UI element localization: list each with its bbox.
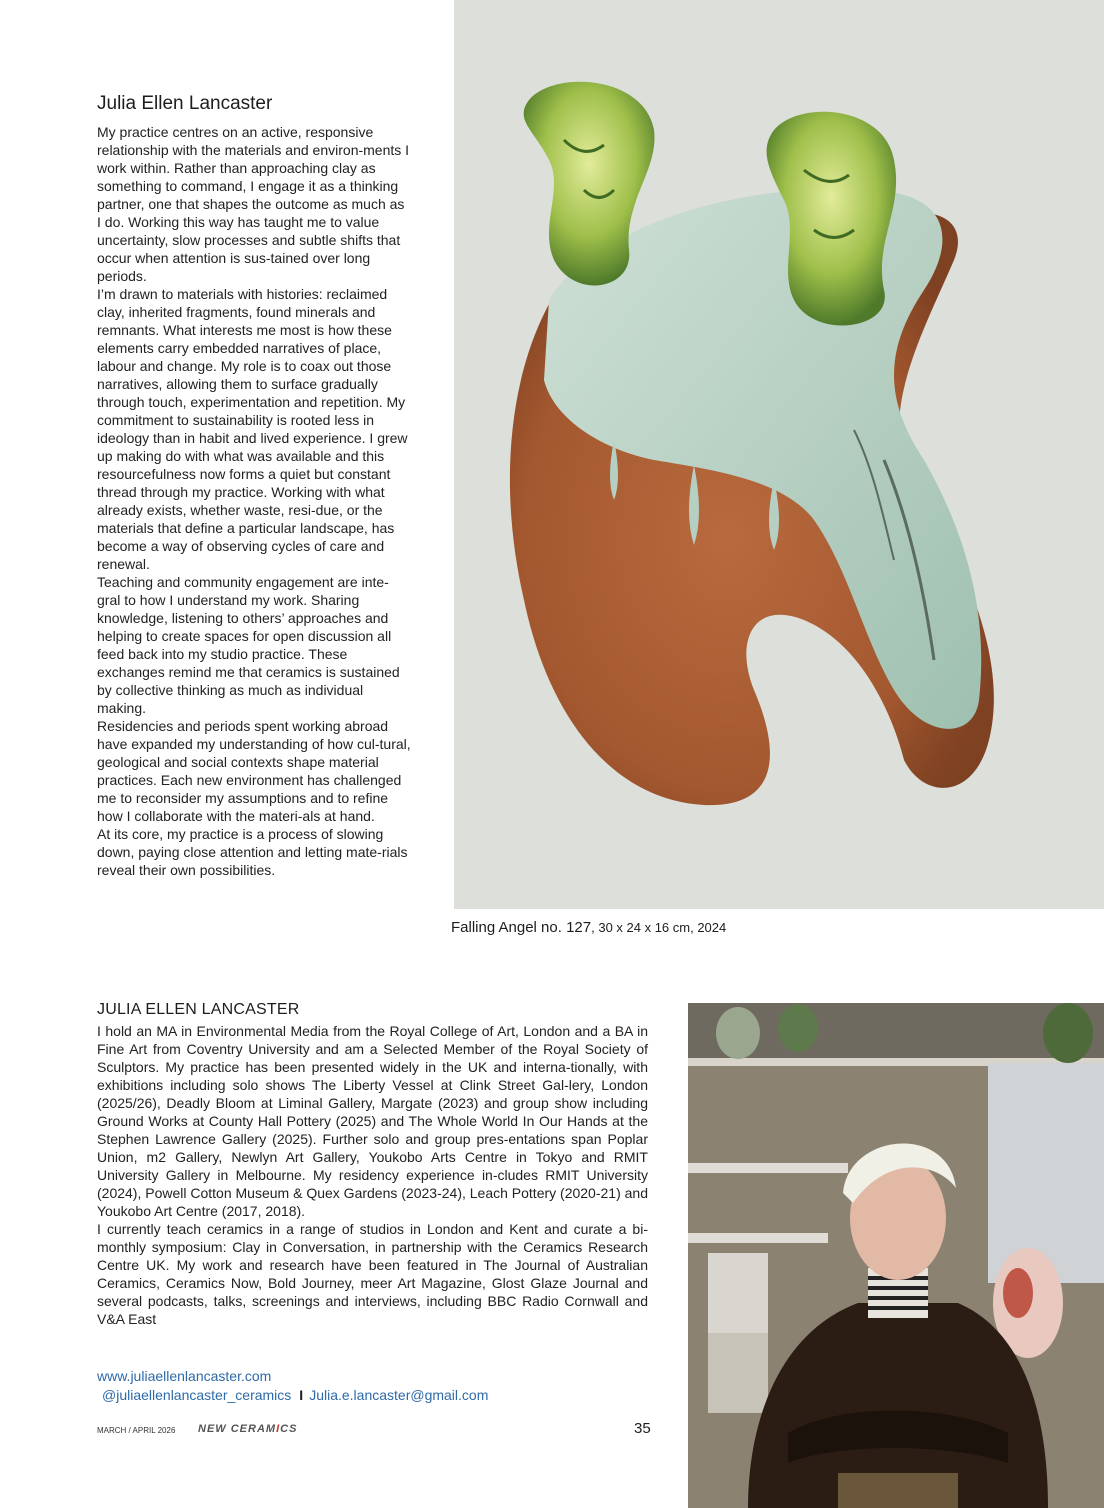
instagram-link[interactable]: @juliaellenlancaster_ceramics [102,1387,292,1403]
website-link[interactable]: www.juliaellenlancaster.com [97,1368,272,1384]
artist-statement [97,123,412,879]
artwork-photo [454,0,1104,909]
statement-paragraph: At its core, my practice is a process of slowing down, paying close attention and letting mate-rials reveal their own possibilities. [97,826,408,878]
email-link[interactable]: Julia.e.lancaster@gmail.com [309,1387,489,1403]
contact-links [102,1387,488,1403]
statement-paragraph: I’m drawn to materials with histories: reclaimed clay, inherited fragments, found minerals and remnants. What interests me most is how these elements carry embedded narratives of place, labour and change. My role is to coax out those narratives, allowing them to surface gradually through touch, experimentation and repetition. My commitment to sustainability is rooted less in ideology than in habit and lived experience. I grew up making do with what was available and this resourcefulness now forms a quiet but constant thread through my practice. Working with what already exists, whether waste, resi-due, or the materials that define a particular landscape, has become a way of observing cycles of care and renewal. [97,286,408,572]
statement-paragraph: Teaching and community engagement are inte-gral to how I understand my work. Sharing knowledge, listening to others’ approaches and helping to create spaces for open discussion all feed back into my studio practice. These exchanges remind me that ceramics is sustained by collective thinking as much as individual making. [97,574,400,716]
separator: I [299,1387,304,1403]
bio-text [97,1022,648,1328]
statement-paragraph: My practice centres on an active, responsive relationship with the materials and environ-ments I work within. Rather than approaching clay as something to command, I engage it as a thinking partner, one that shapes the outcome as much as I do. Working this way has taught me to value uncertainty, slow processes and subtle shifts that occur when attention is sus-tained over long periods. [97,124,410,284]
statement-title: Julia Ellen Lancaster [97,93,273,114]
magazine-logo: NEW CERAMICS [198,1423,298,1435]
page-number: 35 [634,1420,651,1437]
issue-date: MARCH / APRIL 2026 [97,1426,176,1435]
artist-portrait-photo [688,1003,1104,1508]
bio-heading: JULIA ELLEN LANCASTER [97,1001,300,1018]
bio-paragraph: I hold an MA in Environmental Media from the Royal College of Art, London and a BA in Fine Art from Coventry University and am a Selected Member of the Royal Society of Sculptors. My practice has been presented widely in the UK and interna-tionally, with exhibitions including solo shows The Liberty Vessel at Clink Street Gal-lery, London (2025/26), Deadly Bloom at Liminal Gallery, Margate (2023) and group show including Ground Works at County Hall Pottery (2025) and The Whole World In Our Hands at the Stephen Lawrence Gallery (2025). Further solo and group pres-entations span Poplar Union, m2 Gallery, Newlyn Art Gallery, Youkobo Arts Centre in Tokyo and RMIT University Gallery in Melbourne. My residency experience in-cludes RMIT University (2024), Powell Cotton Museum & Quex Gardens (2023-24), Leach Pottery (2020-21) and Youkobo Art Centre (2017, 2018). [97,1023,648,1219]
bio-paragraph: I currently teach ceramics in a range of studios in London and Kent and curate a bi-monthly symposium: Clay in Conversation, in partnership with the Ceramics Research Centre UK. My work and research have been featured in The Journal of Australian Ceramics, Ceramics Now, Bold Journey, meer Art Magazine, Glost Glaze Journal and several podcasts, talks, screenings and interviews, including BBC Radio Cornwall and V&A East [97,1221,648,1327]
artwork-caption [451,919,726,936]
caption-title: Falling Angel no. 127 [451,919,592,936]
caption-details: , 30 x 24 x 16 cm, 2024 [591,920,727,935]
statement-paragraph: Residencies and periods spent working abroad have expanded my understanding of how cul-tural, geological and social contexts shape material practices. Each new environment has challenged me to reconsider my assumptions and to refine how I collaborate with the materi-als at hand. [97,718,411,824]
